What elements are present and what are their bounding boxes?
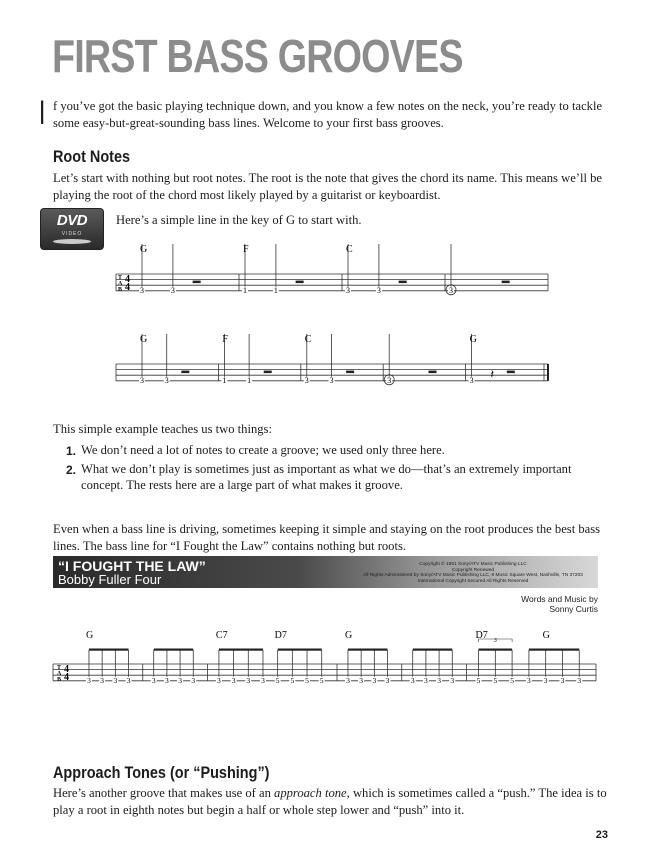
- tab-note: 3: [246, 675, 251, 685]
- list-item: [66, 461, 606, 495]
- tab-note: 5: [305, 675, 309, 685]
- tab-clef-letter: B: [57, 677, 62, 683]
- copyright-notice: [353, 562, 593, 584]
- copyright-line: International Copyright Secured All Rights Reserved: [417, 578, 529, 584]
- list-text-continued: concept. The rests here are a large part of what makes it groove.: [81, 478, 403, 492]
- tab-note: 3: [164, 375, 169, 385]
- root-notes-line-1: Let’s start with nothing but root notes. The root is the note that gives the chord its name. This means we’ll be: [53, 171, 603, 185]
- chord-symbol: C7: [215, 630, 228, 641]
- beam: [413, 649, 453, 651]
- driving-line-2: lines. The bass line for “I Fought the Law” contains nothing but roots.: [53, 539, 407, 553]
- time-signature-bottom: 4: [64, 672, 69, 683]
- tab-note: 3: [359, 675, 364, 685]
- time-signature-top: 4: [125, 274, 130, 285]
- tab-note: 3: [191, 675, 196, 685]
- half-rest: [507, 371, 515, 374]
- half-rest: [346, 371, 354, 374]
- chord-symbol: G: [140, 244, 148, 255]
- triplet-number: 3: [493, 638, 497, 644]
- tab-clef-letter: T: [118, 275, 123, 281]
- approach-line-1: [53, 785, 618, 802]
- tab-note: 3: [87, 675, 91, 685]
- example-caption: Here’s a simple line in the key of G to start with.: [116, 213, 362, 227]
- half-rest: [181, 371, 189, 374]
- beam: [219, 649, 263, 651]
- tab-note: 3: [100, 675, 105, 685]
- drop-cap: I: [40, 94, 45, 132]
- song-artist: Bobby Fuller Four: [58, 572, 162, 587]
- chord-symbol: G: [469, 334, 477, 345]
- dvd-sublabel: VIDEO: [61, 231, 83, 237]
- tab-i-fought-the-law: [0, 624, 648, 704]
- page-title: FIRST BASS GROOVES: [52, 30, 463, 82]
- copyright-line: Copyright © 1961 Sony/ATV Music Publishing LLC: [419, 562, 527, 567]
- lessons-intro: This simple example teaches us two things:: [53, 422, 272, 436]
- tab-note: 3: [261, 675, 265, 685]
- tab-note: 3: [376, 285, 381, 295]
- tab-note: 3: [543, 675, 548, 685]
- beam: [154, 649, 194, 651]
- tab-note: 3: [165, 675, 169, 685]
- section-heading-root-notes: Root Notes: [53, 147, 131, 166]
- tab-note: 5: [476, 675, 481, 685]
- tab-note: 3: [126, 675, 131, 685]
- tab-clef-letter: B: [118, 287, 123, 293]
- tab-note: 1: [243, 285, 247, 295]
- tab-example-root-notes: [0, 236, 648, 396]
- chord-symbol: G: [85, 630, 94, 641]
- tab-note: 3: [469, 375, 474, 385]
- tab-note: 3: [231, 675, 236, 685]
- tab-note: 3: [450, 675, 455, 685]
- tab-note: 3: [560, 675, 565, 685]
- list-text: What we don’t play is sometimes just as important as what we do—that’s an extremely important: [81, 462, 572, 476]
- tab-note: 1: [222, 375, 227, 385]
- half-rest: [399, 281, 407, 284]
- half-rest: [296, 281, 304, 284]
- tab-note: 3: [437, 675, 441, 685]
- tab-note: 3: [113, 675, 118, 685]
- chord-symbol: D7: [274, 630, 287, 641]
- page-number: 23: [595, 829, 608, 841]
- tab-note: 3: [410, 675, 415, 685]
- tab-note: 1: [273, 285, 278, 295]
- beam: [348, 649, 388, 651]
- chord-symbol: C: [304, 334, 312, 345]
- chord-symbol: F: [222, 334, 228, 345]
- half-rest: [264, 371, 272, 374]
- tab-note: 3: [424, 675, 428, 685]
- tab-note: 3: [346, 285, 350, 295]
- tab-note: 3: [449, 285, 453, 295]
- tab-note: 3: [346, 675, 350, 685]
- list-text: We don’t need a lot of notes to create a groove; we used only three here.: [81, 443, 445, 457]
- lessons-list: [66, 442, 606, 495]
- tab-note: 5: [290, 675, 295, 685]
- section-heading-approach-tones: Approach Tones (or “Pushing”): [53, 763, 270, 782]
- chord-symbol: F: [243, 244, 249, 255]
- approach-text-end: , which is sometimes called a “push.” The idea is to: [346, 786, 607, 800]
- chord-symbol: G: [542, 630, 550, 641]
- tab-note: 3: [170, 285, 175, 295]
- tab-note: 5: [319, 675, 324, 685]
- time-signature-top: 4: [64, 664, 69, 675]
- half-rest: [193, 281, 201, 284]
- tab-note: 1: [247, 375, 252, 385]
- approach-line-2: play a root in eighth notes but begin a half or whole step lower and “push” into it.: [53, 803, 465, 817]
- tab-note: 3: [577, 675, 582, 685]
- credit-line-2: Sonny Curtis: [549, 604, 598, 614]
- tab-clef-letter: A: [118, 281, 123, 287]
- half-rest: [429, 371, 437, 374]
- beam: [278, 649, 322, 651]
- beam: [89, 649, 129, 651]
- approach-term: approach tone: [274, 786, 347, 800]
- chord-symbol: C: [346, 244, 353, 255]
- approach-text: Here’s another groove that makes use of an: [53, 786, 275, 800]
- tab-note: 3: [151, 675, 156, 685]
- tab-note: 3: [178, 675, 182, 685]
- chord-symbol: D7: [475, 630, 488, 641]
- song-credit: [440, 594, 598, 614]
- tab-note: 3: [140, 285, 144, 295]
- list-number: 1.: [66, 444, 77, 458]
- tab-note: 3: [527, 675, 531, 685]
- half-rest: [502, 281, 510, 284]
- intro-line-2: some easy-but-great-sounding bass lines. Welcome to your first bass grooves.: [53, 116, 444, 130]
- credit-line-1: Words and Music by: [521, 594, 598, 604]
- song-title-bar: [53, 556, 598, 588]
- tab-note: 3: [372, 675, 377, 685]
- beam: [479, 649, 513, 651]
- intro-line-1: f you’ve got the basic playing technique down, and you know a few notes on the neck, you’re ready to tackle: [53, 99, 603, 113]
- tab-note: 3: [385, 675, 390, 685]
- chord-symbol: G: [140, 334, 148, 345]
- copyright-line: All Rights Administered by Sony/ATV Music Publishing LLC, 8 Music Square West, Nashville, TN 37203: [363, 573, 583, 579]
- driving-line-1: Even when a bass line is driving, sometimes keeping it simple and staying on the root produces the best bass: [53, 522, 601, 536]
- song-title: “I FOUGHT THE LAW”: [58, 558, 206, 574]
- dvd-label: DVD: [56, 212, 88, 229]
- tab-clef-letter: T: [57, 665, 62, 671]
- tab-note: 5: [275, 675, 280, 685]
- root-notes-line-2: playing the root of the chord most likely played by a guitarist or keyboardist.: [53, 188, 441, 202]
- tab-note: 3: [329, 375, 334, 385]
- quarter-rest: 𝄽: [490, 367, 495, 381]
- tab-note: 3: [217, 675, 221, 685]
- tab-clef-letter: A: [57, 671, 62, 677]
- tab-note: 3: [387, 375, 392, 385]
- list-item: [66, 442, 606, 461]
- list-number: 2.: [66, 463, 77, 477]
- tab-note: 3: [304, 375, 309, 385]
- time-signature-bottom: 4: [125, 282, 130, 293]
- copyright-line: Copyright Renewed: [451, 567, 495, 573]
- chord-symbol: G: [344, 630, 353, 641]
- beam: [529, 649, 579, 651]
- tab-note: 5: [510, 675, 514, 685]
- tab-note: 5: [493, 675, 498, 685]
- tab-note: 3: [140, 375, 144, 385]
